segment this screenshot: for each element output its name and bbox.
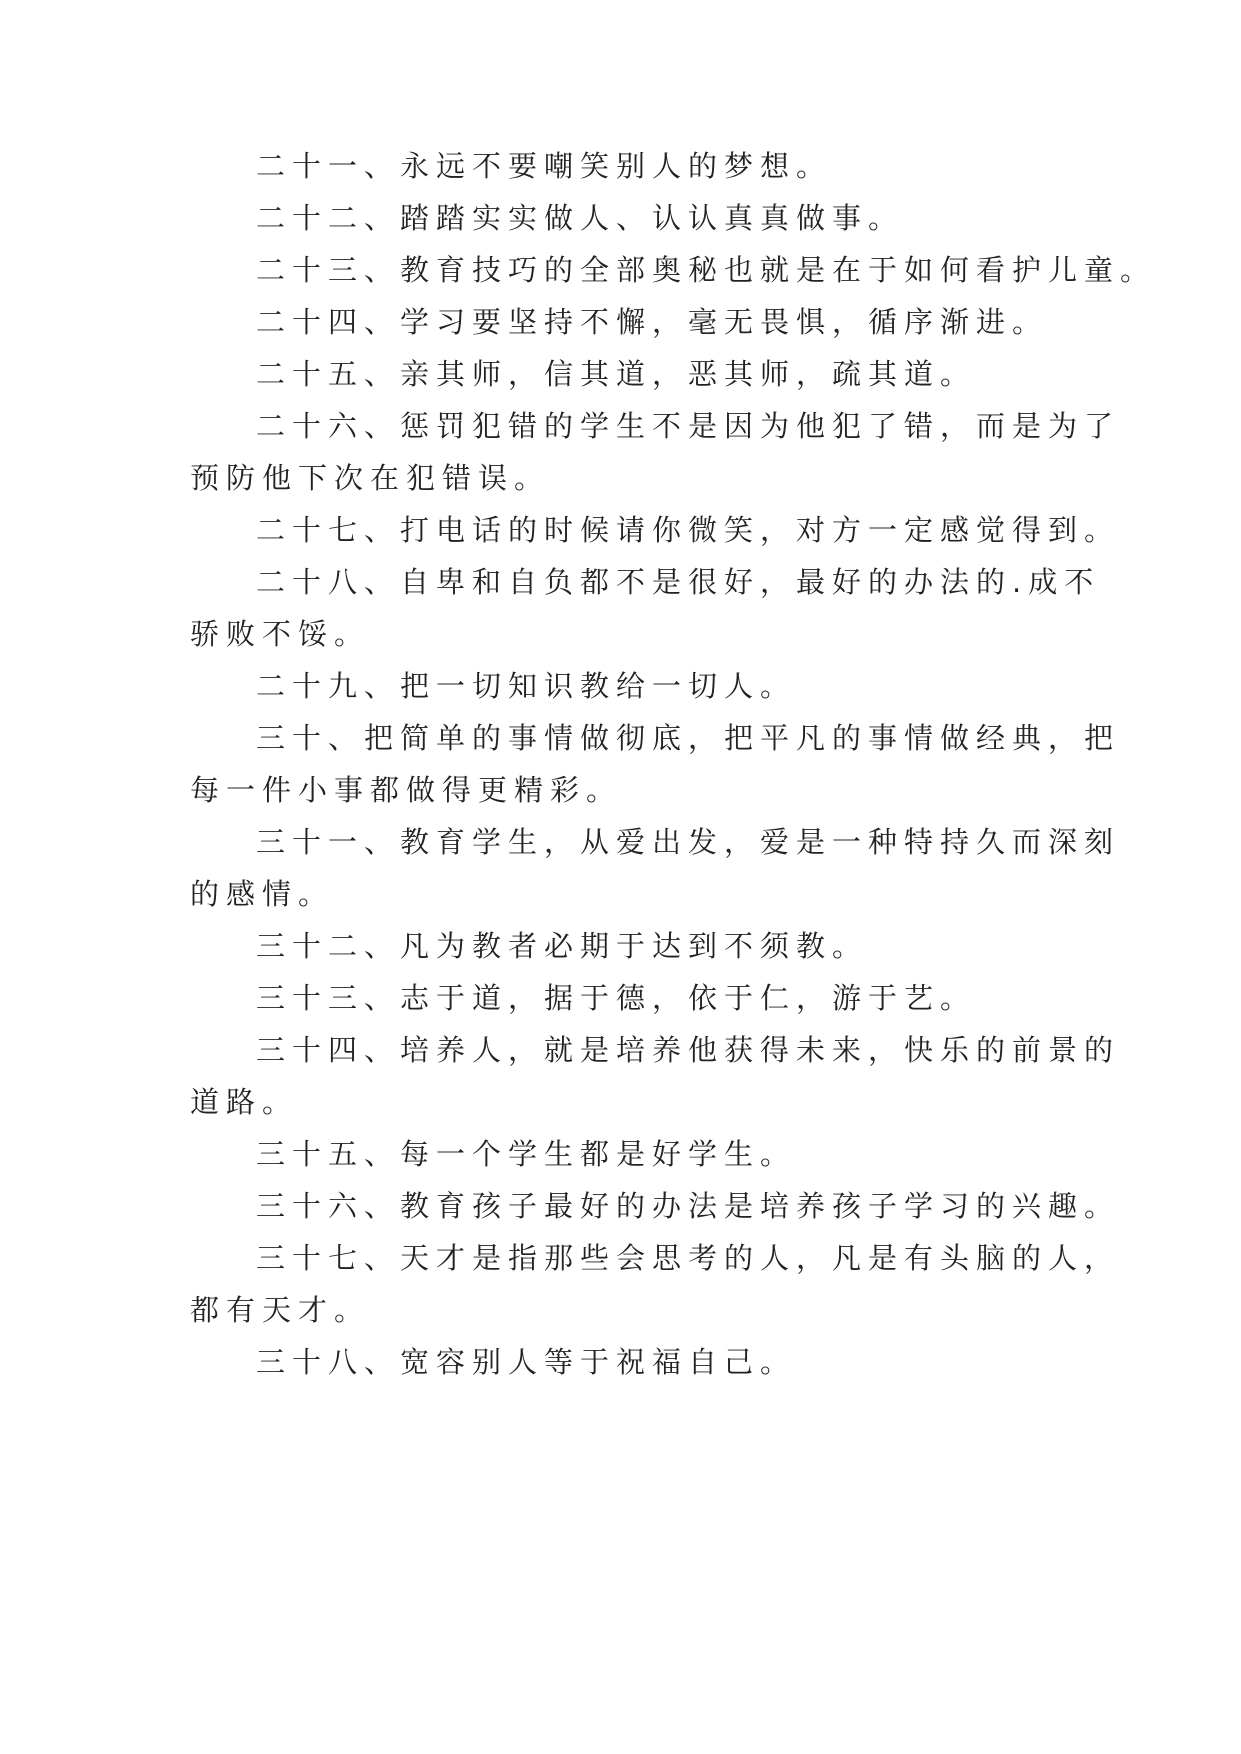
paragraph-28-line-2: 骄败不馁。: [190, 617, 371, 651]
paragraph-37-line-1: 三十七、天才是指那些会思考的人，凡是有头脑的人，: [256, 1241, 1121, 1275]
paragraph-29: 二十九、把一切知识教给一切人。: [256, 669, 797, 703]
paragraph-22: 二十二、踏踏实实做人、认认真真做事。: [256, 201, 905, 235]
paragraph-27: 二十七、打电话的时候请你微笑，对方一定感觉得到。: [256, 513, 1121, 547]
paragraph-37-line-2: 都有天才。: [190, 1293, 371, 1327]
paragraph-28-line-1: 二十八、自卑和自负都不是很好，最好的办法的.成不: [256, 565, 1101, 599]
paragraph-21: 二十一、永远不要嘲笑别人的梦想。: [256, 149, 833, 183]
paragraph-33: 三十三、志于道，据于德，依于仁，游于艺。: [256, 981, 977, 1015]
paragraph-35: 三十五、每一个学生都是好学生。: [256, 1137, 797, 1171]
paragraph-30-line-2: 每一件小事都做得更精彩。: [190, 773, 623, 807]
paragraph-34-line-1: 三十四、培养人，就是培养他获得未来，快乐的前景的: [256, 1033, 1121, 1067]
paragraph-26-line-2: 预防他下次在犯错误。: [190, 461, 551, 495]
paragraph-38: 三十八、宽容别人等于祝福自己。: [256, 1345, 797, 1379]
paragraph-30-line-1: 三十、把简单的事情做彻底，把平凡的事情做经典，把: [256, 721, 1121, 755]
paragraph-31-line-2: 的感情。: [190, 877, 335, 911]
paragraph-24: 二十四、学习要坚持不懈，毫无畏惧，循序渐进。: [256, 305, 1049, 339]
paragraph-32: 三十二、凡为教者必期于达到不须教。: [256, 929, 869, 963]
paragraph-25: 二十五、亲其师，信其道，恶其师，疏其道。: [256, 357, 977, 391]
paragraph-36: 三十六、教育孩子最好的办法是培养孩子学习的兴趣。: [256, 1189, 1121, 1223]
paragraph-34-line-2: 道路。: [190, 1085, 299, 1119]
paragraph-31-line-1: 三十一、教育学生，从爱出发，爱是一种特持久而深刻: [256, 825, 1121, 859]
paragraph-26-line-1: 二十六、惩罚犯错的学生不是因为他犯了错，而是为了: [256, 409, 1121, 443]
paragraph-23: 二十三、教育技巧的全部奥秘也就是在于如何看护儿童。: [256, 253, 1157, 287]
